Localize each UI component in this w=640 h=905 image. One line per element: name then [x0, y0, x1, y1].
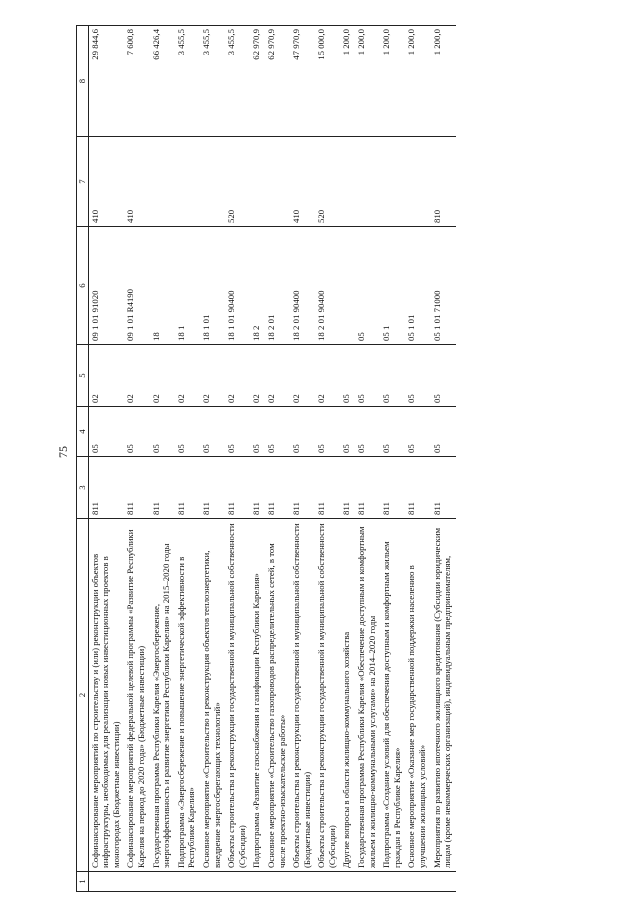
- table-cell-admin: 811: [150, 457, 175, 519]
- table-cell-target: 05: [355, 227, 380, 345]
- table-cell-amount: 3 455,5: [225, 26, 250, 137]
- table-cell-admin: 811: [431, 457, 456, 519]
- table-cell-target: 09 1 01 91020: [88, 227, 124, 345]
- budget-table: [76, 25, 456, 892]
- table-row: [200, 26, 225, 892]
- table-cell-empty: [200, 872, 225, 892]
- table-cell-expense-type: [355, 137, 380, 227]
- table-cell-name: Подпрограмма «Энергосбережение и повышение энергетической эффективности в Республике Карелия»: [175, 519, 200, 872]
- table-cell-expense-type: 410: [124, 137, 149, 227]
- table-cell-target: 18 2 01 90400: [290, 227, 315, 345]
- column-header: 2: [77, 519, 89, 872]
- table-cell-subsection: 02: [225, 345, 250, 407]
- table-cell-section: 05: [225, 407, 250, 457]
- table-cell-target: 05 1 01 71000: [431, 227, 456, 345]
- table-cell-target: 05 1 01: [405, 227, 430, 345]
- table-row: [290, 26, 315, 892]
- table-cell-admin: 811: [315, 457, 340, 519]
- table-cell-name: Основное мероприятие «Строительство и реконструкция объектов теплоэнергетики, внедрение энергосберегающих технологий»: [200, 519, 225, 872]
- table-cell-empty: [225, 872, 250, 892]
- table-cell-subsection: 02: [200, 345, 225, 407]
- table-cell-amount: 1 200,0: [405, 26, 430, 137]
- table-cell-subsection: 05: [405, 345, 430, 407]
- table-cell-section: 05: [340, 407, 355, 457]
- table-cell-expense-type: [175, 137, 200, 227]
- table-cell-empty: [265, 872, 290, 892]
- table-cell-empty: [290, 872, 315, 892]
- table-cell-subsection: 02: [265, 345, 290, 407]
- table-cell-amount: 3 455,5: [175, 26, 200, 137]
- table-cell-admin: 811: [405, 457, 430, 519]
- table-cell-target: 18: [150, 227, 175, 345]
- table-cell-admin: 811: [265, 457, 290, 519]
- table-cell-subsection: 02: [175, 345, 200, 407]
- table-cell-target: 05 1: [380, 227, 405, 345]
- table-cell-subsection: 02: [290, 345, 315, 407]
- table-cell-name: Софинансирование мероприятий федеральной целевой программы «Развитие Республики Карелия на период до 2020 года» (Бюджетные инвестиции): [124, 519, 149, 872]
- table-cell-empty: [355, 872, 380, 892]
- table-cell-admin: 811: [200, 457, 225, 519]
- table-cell-name: Софинансирование мероприятий по строительству и (или) реконструкции объектов инфраструктуры, необходимых для реализации новых инвестиционных проектов в моногородах (Бюджетные инвестиции): [88, 519, 124, 872]
- table-cell-subsection: 05: [355, 345, 380, 407]
- table-cell-section: 05: [405, 407, 430, 457]
- table-cell-amount: 29 844,6: [88, 26, 124, 137]
- table-cell-target: 18 2 01 90400: [315, 227, 340, 345]
- table-cell-target: [340, 227, 355, 345]
- table-cell-amount: 1 200,0: [431, 26, 456, 137]
- table-cell-expense-type: 810: [431, 137, 456, 227]
- table-cell-subsection: 02: [250, 345, 265, 407]
- table-cell-name: Другие вопросы в области жилищно-коммунального хозяйства: [340, 519, 355, 872]
- table-cell-section: 05: [250, 407, 265, 457]
- page-number: 75: [56, 446, 70, 458]
- table-cell-amount: 3 455,5: [200, 26, 225, 137]
- table-cell-empty: [124, 872, 149, 892]
- table-cell-amount: 7 600,8: [124, 26, 149, 137]
- table-cell-admin: 811: [124, 457, 149, 519]
- table-cell-empty: [315, 872, 340, 892]
- table-cell-subsection: 05: [380, 345, 405, 407]
- table-cell-name: Объекты строительства и реконструкции государственной и муниципальной собственности (Субсидии): [225, 519, 250, 872]
- table-cell-subsection: 05: [340, 345, 355, 407]
- table-cell-expense-type: [340, 137, 355, 227]
- table-cell-name: Государственная программа Республики Карелия «Обеспечение доступным и комфортным жильем и жилищно-коммунальными услугами» на 2014–2020 годы: [355, 519, 380, 872]
- table-cell-empty: [340, 872, 355, 892]
- table-cell-empty: [380, 872, 405, 892]
- table-cell-admin: 811: [355, 457, 380, 519]
- table-cell-section: 05: [175, 407, 200, 457]
- table-cell-empty: [175, 872, 200, 892]
- table-cell-name: Объекты строительства и реконструкции государственной и муниципальной собственности (Бюджетные инвестиции): [290, 519, 315, 872]
- table-body: [88, 26, 456, 892]
- table-row: [265, 26, 290, 892]
- table-cell-section: 05: [431, 407, 456, 457]
- table-cell-admin: 811: [250, 457, 265, 519]
- column-header: 4: [77, 407, 89, 457]
- column-header: 6: [77, 227, 89, 345]
- table-cell-name: Подпрограмма «Создание условий для обеспечения доступным и комфортным жильем граждан в Республике Карелия»: [380, 519, 405, 872]
- table-header-row: [77, 26, 89, 892]
- table-cell-empty: [150, 872, 175, 892]
- table-cell-section: 05: [124, 407, 149, 457]
- table-cell-section: 05: [290, 407, 315, 457]
- table-cell-amount: 47 970,9: [290, 26, 315, 137]
- table-row: [431, 26, 456, 892]
- column-header: 8: [77, 26, 89, 137]
- table-row: [315, 26, 340, 892]
- table-cell-admin: 811: [175, 457, 200, 519]
- table-cell-target: 18 1: [175, 227, 200, 345]
- table-cell-target: 18 1 01 90400: [225, 227, 250, 345]
- table-cell-subsection: 02: [88, 345, 124, 407]
- table-cell-amount: 1 200,0: [355, 26, 380, 137]
- table-row: [340, 26, 355, 892]
- table-cell-expense-type: [380, 137, 405, 227]
- table-row: [380, 26, 405, 892]
- table-cell-target: 09 1 01 R4190: [124, 227, 149, 345]
- table-row: [225, 26, 250, 892]
- table-cell-expense-type: [150, 137, 175, 227]
- table-cell-amount: 62 970,9: [250, 26, 265, 137]
- table-cell-expense-type: [405, 137, 430, 227]
- table-cell-admin: 811: [380, 457, 405, 519]
- table-row: [124, 26, 149, 892]
- table-cell-name: Подпрограмма «Развитие газоснабжения и газификации Республики Карелия»: [250, 519, 265, 872]
- table-cell-amount: 66 426,4: [150, 26, 175, 137]
- column-header: 7: [77, 137, 89, 227]
- table-cell-expense-type: [200, 137, 225, 227]
- table-row: [150, 26, 175, 892]
- table-row: [88, 26, 124, 892]
- table-cell-section: 05: [355, 407, 380, 457]
- table-cell-admin: 811: [290, 457, 315, 519]
- table-cell-target: 18 2: [250, 227, 265, 345]
- table-cell-expense-type: 410: [88, 137, 124, 227]
- table-cell-expense-type: [265, 137, 290, 227]
- table-cell-section: 05: [315, 407, 340, 457]
- table-cell-section: 05: [265, 407, 290, 457]
- table-cell-admin: 811: [225, 457, 250, 519]
- table-cell-amount: 62 970,9: [265, 26, 290, 137]
- table-row: [355, 26, 380, 892]
- table-cell-admin: 811: [340, 457, 355, 519]
- table-cell-name: Объекты строительства и реконструкции государственной и муниципальной собственности (Субсидии): [315, 519, 340, 872]
- column-header: 1: [77, 872, 89, 892]
- table-row: [405, 26, 430, 892]
- table-cell-section: 05: [88, 407, 124, 457]
- column-header: 3: [77, 457, 89, 519]
- table-cell-name: Основное мероприятие «Оказание мер государственной поддержки населению в улучшении жилищных условий»: [405, 519, 430, 872]
- table-cell-expense-type: 520: [315, 137, 340, 227]
- table-cell-amount: 15 000,0: [315, 26, 340, 137]
- table-cell-admin: 811: [88, 457, 124, 519]
- table-cell-amount: 1 200,0: [340, 26, 355, 137]
- table-cell-name: Мероприятия по развитию ипотечного жилищного кредитования (Субсидии юридическим лицам (кроме некоммерческих организаций), индивидуальным предпринимателям,: [431, 519, 456, 872]
- table-cell-subsection: 05: [431, 345, 456, 407]
- table-cell-expense-type: 520: [225, 137, 250, 227]
- table-cell-target: 18 1 01: [200, 227, 225, 345]
- table-cell-section: 05: [380, 407, 405, 457]
- table-cell-expense-type: 410: [290, 137, 315, 227]
- table-cell-target: 18 2 01: [265, 227, 290, 345]
- table-cell-name: Основное мероприятие «Строительство газопроводов распределительных сетей, в том числе проектно-изыскательские работы»: [265, 519, 290, 872]
- rotated-page: [76, 10, 636, 892]
- table-cell-empty: [250, 872, 265, 892]
- table-cell-empty: [405, 872, 430, 892]
- table-cell-empty: [88, 872, 124, 892]
- table-cell-subsection: 02: [315, 345, 340, 407]
- table-cell-section: 05: [200, 407, 225, 457]
- table-cell-name: Государственная программа Республики Карелия «Энергосбережение, энергоэффективность и развитие энергетики Республики Карелия» на 2015–2020 годы: [150, 519, 175, 872]
- table-cell-subsection: 02: [124, 345, 149, 407]
- table-cell-section: 05: [150, 407, 175, 457]
- column-header: 5: [77, 345, 89, 407]
- table-cell-subsection: 02: [150, 345, 175, 407]
- table-cell-empty: [431, 872, 456, 892]
- table-row: [175, 26, 200, 892]
- table-row: [250, 26, 265, 892]
- table-cell-amount: 1 200,0: [380, 26, 405, 137]
- table-cell-expense-type: [250, 137, 265, 227]
